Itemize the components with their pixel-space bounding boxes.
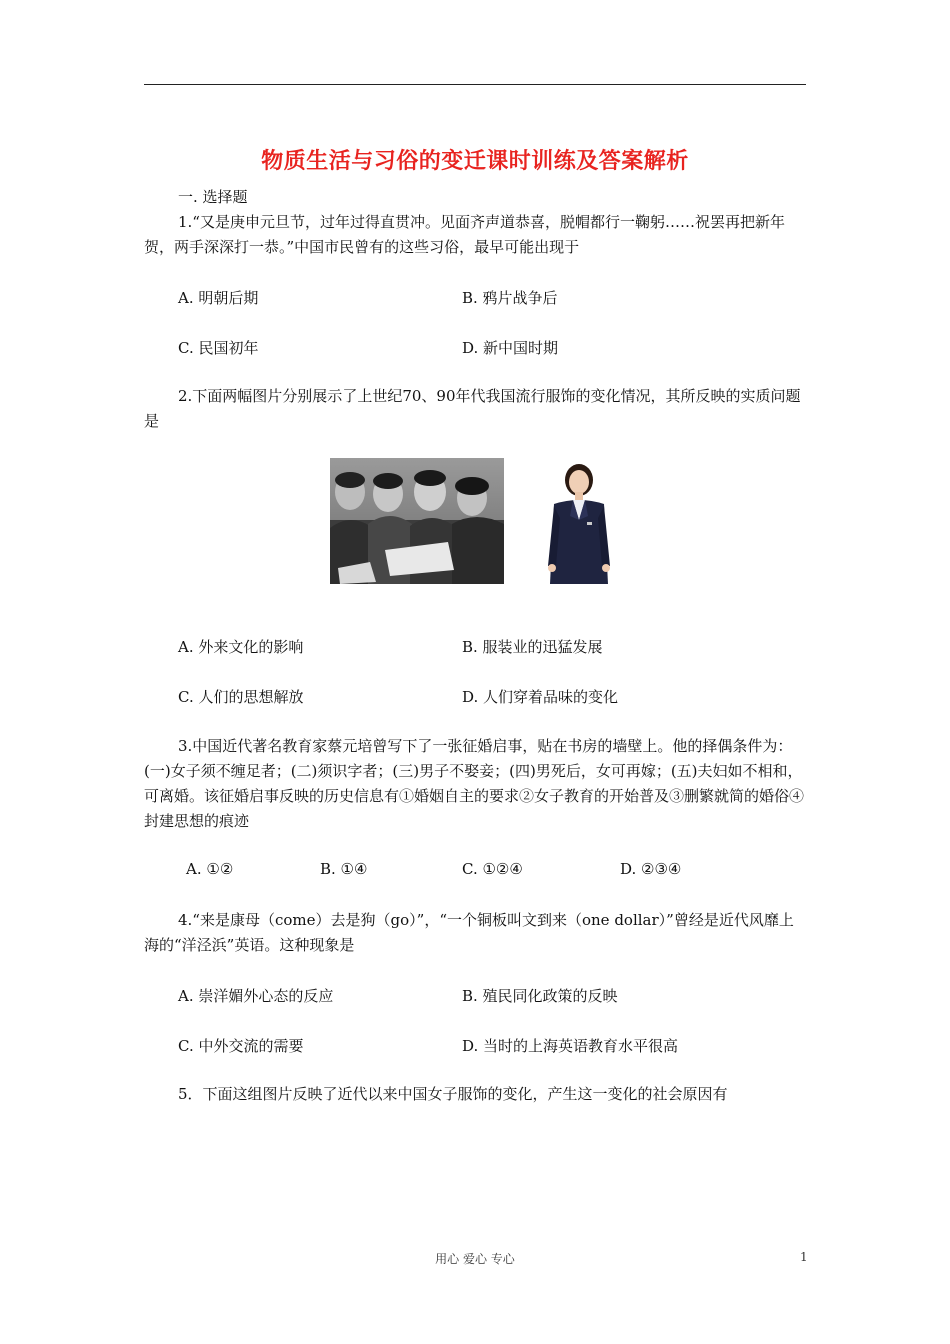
page-number: 1	[800, 1250, 808, 1264]
question-1-option-c: C. 民国初年	[178, 339, 259, 357]
question-1-option-d: D. 新中国时期	[462, 339, 559, 357]
question-4-option-d: D. 当时的上海英语教育水平很高	[462, 1037, 679, 1055]
question-4-option-b: B. 殖民同化政策的反映	[462, 987, 618, 1005]
question-3-option-a: A. ①②	[186, 860, 234, 878]
question-3-stem: 3.中国近代著名教育家蔡元培曾写下了一张征婚启事，贴在书房的墙壁上。他的择偶条件为：(一)女子须不缠足者；(二)须识字者；(三)男子不娶妾；(四)男死后，女可再嫁；(五)夫妇如不相和，可离婚。该征婚启事反映的历史信息有①婚姻自主的要求②女子教育的开始普及③删繁就简的婚俗④封建思想的痕迹	[144, 737, 805, 830]
question-2-stem: 2.下面两幅图片分别展示了上世纪70、90年代我国流行服饰的变化情况，其所反映的实质问题是	[144, 387, 801, 430]
question-3-option-d: D. ②③④	[620, 860, 682, 878]
section-heading: 一. 选择题	[178, 188, 248, 206]
question-4-stem: 4.“来是康母（come）去是狗（go）”，“一个铜板叫文到来（one dollar）”曾经是近代风靡上海的“洋泾浜”英语。这种现象是	[144, 911, 794, 954]
document-title: 物质生活与习俗的变迁课时训练及答案解析	[261, 149, 689, 174]
question-3-option-b: B. ①④	[320, 860, 368, 878]
header-rule	[144, 84, 806, 85]
question-1-stem: 1.“又是庚申元旦节，过年过得直贯冲。见面齐声道恭喜，脱帽都行一鞠躬……祝罢再把新年贺，两手深深打一恭。”中国市民曾有的这些习俗，最早可能出现于	[144, 213, 785, 256]
question-2-option-b: B. 服装业的迅猛发展	[462, 638, 603, 656]
question-2-option-d: D. 人们穿着品味的变化	[462, 688, 619, 706]
question-2-option-c: C. 人们的思想解放	[178, 688, 304, 706]
photo-1970s-group	[330, 458, 504, 584]
question-4-option-c: C. 中外交流的需要	[178, 1037, 304, 1055]
photo-1990s-business-suit	[540, 458, 618, 584]
question-4-option-a: A. 崇洋媚外心态的反应	[178, 987, 334, 1005]
question-5-stem: 5．下面这组图片反映了近代以来中国女子服饰的变化，产生这一变化的社会原因有	[178, 1085, 728, 1103]
question-2-option-a: A. 外来文化的影响	[178, 638, 304, 656]
question-3-option-c: C. ①②④	[462, 860, 523, 878]
question-1-option-b: B. 鸦片战争后	[462, 289, 558, 307]
page-footer: 用心 爱心 专心	[435, 1252, 515, 1266]
question-1-option-a: A. 明朝后期	[178, 289, 259, 307]
